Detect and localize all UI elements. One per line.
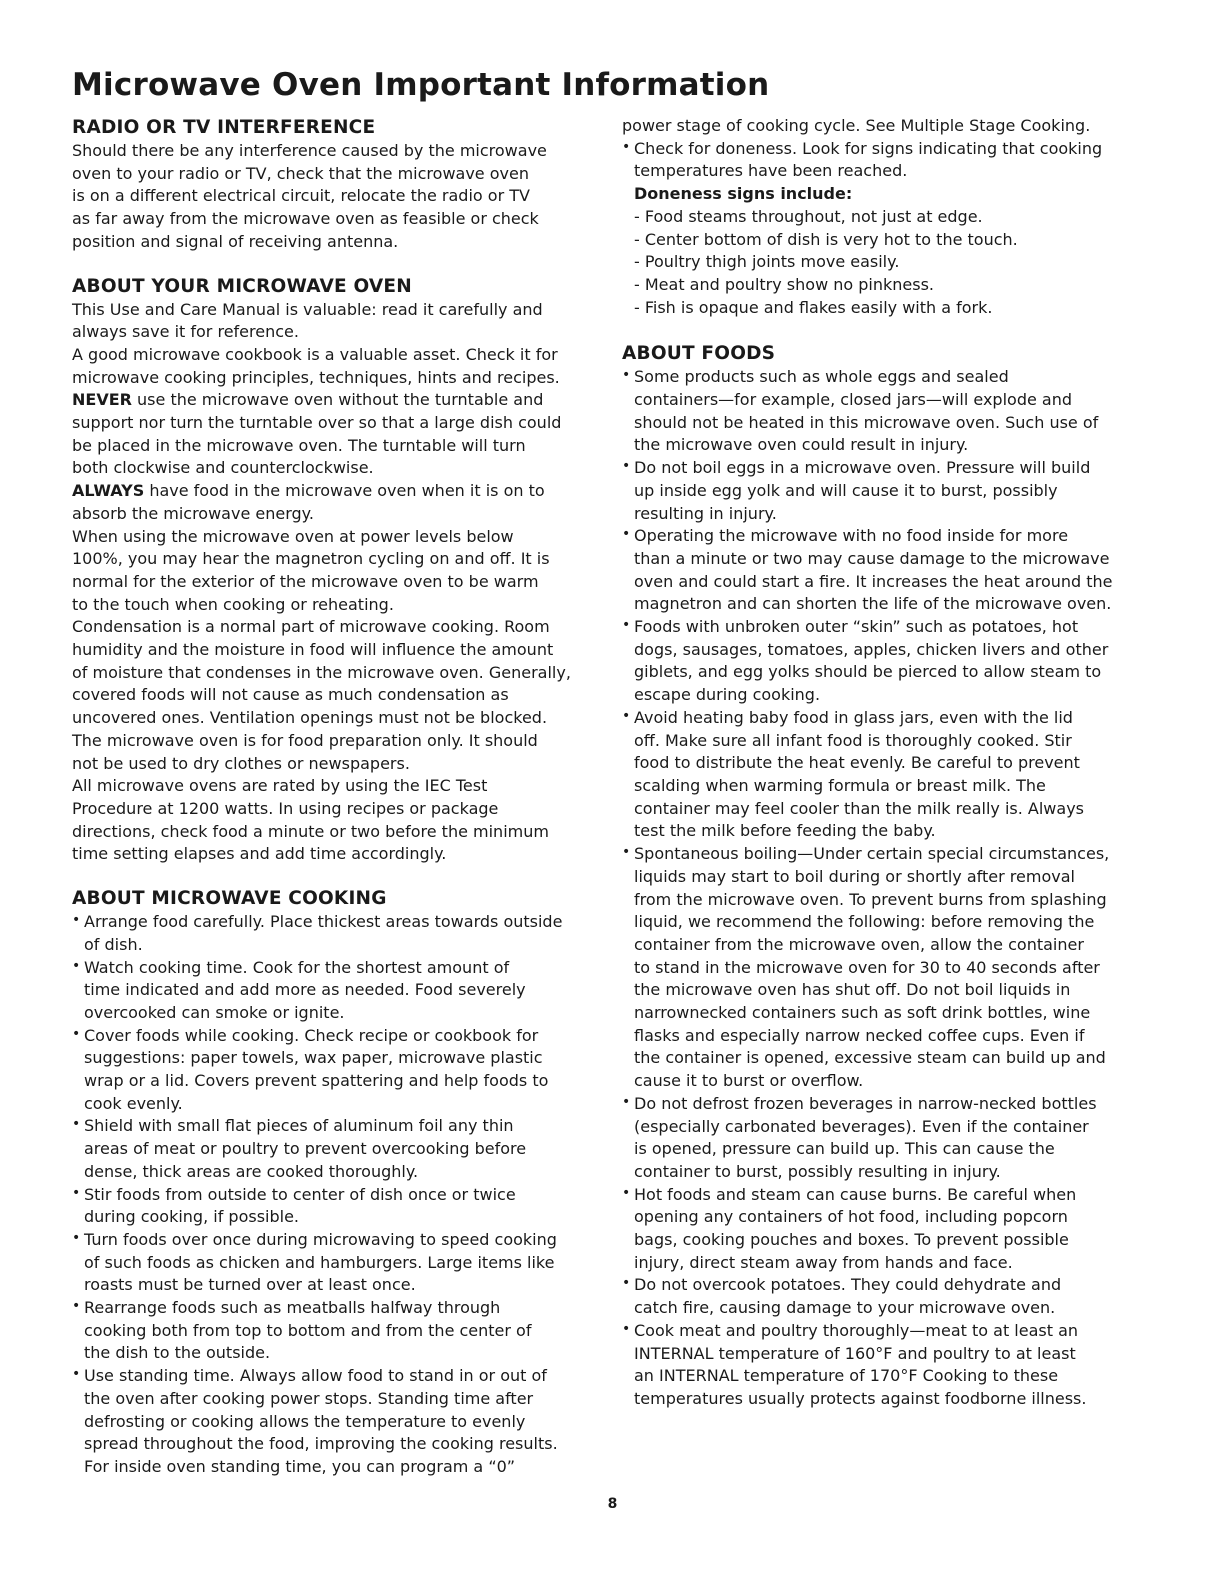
about-oven-heading: ABOUT YOUR MICROWAVE OVEN (72, 275, 412, 297)
bullet-icon: • (72, 1366, 81, 1383)
right-column (622, 115, 1142, 1411)
radio-tv-body (72, 140, 602, 254)
never-paragraph-rest (72, 412, 602, 480)
bullet-line: is opened, pressure can build up. This can cause the (634, 1139, 1055, 1159)
list-item (72, 1365, 602, 1479)
text-line: This Use and Care Manual is valuable: read it carefully and (72, 299, 543, 319)
text-line: always save it for reference. (72, 322, 299, 342)
bullet-text (634, 138, 1142, 183)
bullet-icon: • (72, 957, 81, 974)
bullet-line: the microwave oven has shut off. Do not boil liquids in (634, 980, 1071, 1000)
list-item (72, 957, 602, 1025)
bullet-icon: • (622, 367, 631, 384)
bullet-line: Watch cooking time. Cook for the shortest amount of (84, 957, 510, 977)
text-line: The microwave oven is for food preparation only. It should (72, 730, 538, 750)
bullet-line: up inside egg yolk and will cause it to burst, possibly (634, 480, 1058, 500)
about-cooking-list (72, 911, 602, 1479)
bullet-line: Arrange food carefully. Place thickest areas towards outside (84, 912, 563, 932)
text-line: covered foods will not cause as much condensation as (72, 685, 509, 705)
bullet-line: INTERNAL temperature of 160°F and poultry to at least (634, 1343, 1076, 1363)
bullet-line: of such foods as chicken and hamburgers. Large items like (84, 1252, 555, 1272)
bullet-icon: • (622, 1093, 631, 1110)
list-item (622, 707, 1142, 843)
bullet-line: container from the microwave oven, allow the container (634, 934, 1084, 954)
text-line: of moisture that condenses in the microwave oven. Generally, (72, 662, 571, 682)
bullet-line: Avoid heating baby food in glass jars, even with the lid (634, 707, 1073, 727)
bullet-line: roasts must be turned over at least once. (84, 1275, 416, 1295)
never-lead: NEVER (72, 390, 132, 410)
bullet-line: the dish to the outside. (84, 1343, 271, 1363)
bullet-line: bags, cooking pouches and boxes. To prevent possible (634, 1230, 1069, 1250)
bullet-line: Do not defrost frozen beverages in narrow-necked bottles (634, 1093, 1097, 1113)
bullet-line: escape during cooking. (634, 685, 821, 705)
bullet-line: giblets, and egg yolks should be pierced to allow steam to (634, 662, 1102, 682)
continued-line: power stage of cooking cycle. See Multiple Stage Cooking. (622, 116, 1091, 135)
bullet-line: Use standing time. Always allow food to stand in or out of (84, 1366, 547, 1386)
bullet-line: Foods with unbroken outer “skin” such as potatoes, hot (634, 617, 1079, 637)
about-foods-list (622, 366, 1142, 1410)
list-item (622, 843, 1142, 1093)
text-line: normal for the exterior of the microwave oven to be warm (72, 571, 539, 591)
bullet-line: temperatures usually protects against foodborne illness. (634, 1388, 1087, 1408)
text-line: - Poultry thigh joints move easily. (634, 252, 900, 272)
bullet-line: Cook meat and poultry thoroughly—meat to at least an (634, 1320, 1079, 1340)
text-line: support nor turn the turntable over so that a large dish could (72, 413, 562, 433)
bullet-line: the oven after cooking power stops. Standing time after (84, 1388, 534, 1408)
bullet-line: during cooking, if possible. (84, 1207, 300, 1227)
list-item (622, 1320, 1142, 1411)
always-lead: ALWAYS (72, 481, 145, 501)
bullet-line: For inside oven standing time, you can program a “0” (84, 1456, 516, 1476)
bullet-line: the microwave oven could result in injury. (634, 435, 969, 455)
bullet-line: injury, direct steam away from hands and face. (634, 1252, 1013, 1272)
bullet-line: spread throughout the food, improving the cooking results. (84, 1434, 558, 1454)
never-paragraph-first-line (72, 389, 602, 412)
bullet-line: to stand in the microwave oven for 30 to 40 seconds after (634, 957, 1100, 977)
bullet-icon: • (72, 1025, 81, 1042)
text-line: to the touch when cooking or reheating. (72, 594, 394, 614)
bullet-icon: • (72, 1229, 81, 1246)
text-line: not be used to dry clothes or newspapers. (72, 753, 410, 773)
page-title: Microwave Oven Important Information (72, 67, 770, 103)
bullet-icon: • (72, 1184, 81, 1201)
bullet-line: off. Make sure all infant food is thoroughly cooked. Stir (634, 730, 1072, 750)
bullet-line: resulting in injury. (634, 503, 777, 523)
bullet-line: defrosting or cooking allows the temperature to evenly (84, 1411, 526, 1431)
bullet-line: flasks and especially narrow necked coffee cups. Even if (634, 1025, 1085, 1045)
bullet-line: the container is opened, excessive steam can build up and (634, 1048, 1106, 1068)
text-line: humidity and the moisture in food will influence the amount (72, 640, 554, 660)
text-line: Should there be any interference caused by the microwave (72, 141, 547, 160)
text-line: Procedure at 1200 watts. In using recipes or package (72, 798, 499, 818)
text-line: All microwave ovens are rated by using the IEC Test (72, 776, 488, 796)
bullet-line: Cover foods while cooking. Check recipe or cookbook for (84, 1025, 539, 1045)
bullet-line: Shield with small flat pieces of aluminum foil any thin (84, 1116, 514, 1136)
doneness-title: Doneness signs include: (634, 184, 853, 204)
bullet-icon: • (622, 617, 631, 634)
text-line: A good microwave cookbook is a valuable asset. Check it for (72, 344, 558, 364)
always-text: have food in the microwave oven when it is on to (144, 481, 545, 501)
bullet-line: magnetron and can shorten the life of the microwave oven. (634, 594, 1112, 614)
bullet-line: (especially carbonated beverages). Even if the container (634, 1116, 1089, 1136)
bullet-line: cook evenly. (84, 1093, 183, 1113)
bullet-line: cause it to burst or overflow. (634, 1071, 864, 1091)
text-line: position and signal of receiving antenna. (72, 231, 399, 251)
bullet-line: dogs, sausages, tomatoes, apples, chicken livers and other (634, 639, 1109, 659)
text-line: absorb the microwave energy. (72, 503, 314, 523)
bullet-icon: • (622, 1320, 631, 1337)
bullet-line: Some products such as whole eggs and sealed (634, 367, 1009, 387)
text-line: Check for doneness. Look for signs indicating that cooking (634, 138, 1103, 158)
bullet-line: than a minute or two may cause damage to the microwave (634, 548, 1110, 568)
list-item (622, 1093, 1142, 1184)
text-line: - Food steams throughout, not just at edge. (634, 206, 983, 226)
about-cooking-heading: ABOUT MICROWAVE COOKING (72, 888, 387, 910)
bullet-icon: • (622, 1184, 631, 1201)
bullet-line: container to burst, possibly resulting in injury. (634, 1161, 1001, 1181)
page-number: 8 (607, 1496, 618, 1512)
list-item (72, 1115, 602, 1183)
bullet-line: liquid, we recommend the following: before removing the (634, 912, 1095, 932)
bullet-icon: • (622, 458, 631, 475)
always-paragraph-first-line (72, 480, 602, 503)
bullet-icon: • (72, 1298, 81, 1315)
bullet-line: areas of meat or poultry to prevent overcooking before (84, 1139, 527, 1159)
list-item (622, 138, 1142, 183)
bullet-line: scalding when warming formula or breast milk. The (634, 775, 1046, 795)
never-text: use the microwave oven without the turntable and (131, 390, 544, 410)
text-line: Condensation is a normal part of microwave cooking. Room (72, 617, 550, 637)
text-line: 100%, you may hear the magnetron cycling on and off. It is (72, 549, 550, 569)
list-item (72, 1025, 602, 1116)
list-item (622, 1274, 1142, 1319)
bullet-line: food to distribute the heat evenly. Be careful to prevent (634, 753, 1080, 773)
bullet-line: Do not boil eggs in a microwave oven. Pressure will build (634, 458, 1091, 478)
bullet-icon: • (622, 1275, 631, 1292)
bullet-line: Hot foods and steam can cause burns. Be careful when (634, 1184, 1077, 1204)
bullet-line: Rearrange foods such as meatballs halfway through (84, 1298, 501, 1318)
text-line: be placed in the microwave oven. The turntable will turn (72, 435, 526, 455)
doneness-items (622, 206, 1142, 320)
bullet-line: narrownecked containers such as soft drink bottles, wine (634, 1003, 1091, 1023)
text-line: - Meat and poultry show no pinkness. (634, 274, 934, 294)
list-item (622, 525, 1142, 616)
bullet-icon: • (622, 707, 631, 724)
list-item (622, 457, 1142, 525)
bullet-line: time indicated and add more as needed. Food severely (84, 980, 526, 1000)
bullet-line: Operating the microwave with no food inside for more (634, 526, 1069, 546)
text-line: uncovered ones. Ventilation openings must not be blocked. (72, 708, 548, 728)
bullet-line: test the milk before feeding the baby. (634, 821, 936, 841)
text-line: oven to your radio or TV, check that the microwave oven (72, 163, 529, 183)
bullet-line: dense, thick areas are cooked thoroughly. (84, 1161, 419, 1181)
bullet-icon: • (72, 912, 81, 929)
always-paragraph-rest (72, 503, 602, 866)
radio-tv-heading: RADIO OR TV INTERFERENCE (72, 117, 376, 138)
list-item (72, 911, 602, 956)
bullet-line: Stir foods from outside to center of dish once or twice (84, 1184, 516, 1204)
bullet-line: cooking both from top to bottom and from the center of (84, 1320, 532, 1340)
text-line: time setting elapses and add time accordingly. (72, 844, 447, 864)
bullet-line: Spontaneous boiling—Under certain special circumstances, (634, 844, 1110, 864)
bullet-icon: • (622, 526, 631, 543)
bullet-line: container may feel cooler than the milk really is. Always (634, 798, 1084, 818)
text-line: - Center bottom of dish is very hot to the touch. (634, 229, 1018, 249)
bullet-line: opening any containers of hot food, including popcorn (634, 1207, 1068, 1227)
bullet-icon: • (72, 1116, 81, 1133)
about-oven-intro (72, 299, 602, 390)
bullet-line: containers—for example, closed jars—will explode and (634, 390, 1073, 410)
about-foods-heading: ABOUT FOODS (622, 343, 776, 365)
text-line: directions, check food a minute or two before the minimum (72, 821, 549, 841)
list-item (72, 1184, 602, 1229)
bullet-line: Turn foods over once during microwaving to speed cooking (84, 1229, 557, 1249)
list-item (72, 1297, 602, 1365)
bullet-line: liquids may start to boil during or shortly after removal (634, 866, 1075, 886)
text-line: is on a different electrical circuit, relocate the radio or TV (72, 186, 530, 206)
list-item (622, 1184, 1142, 1275)
bullet-line: suggestions: paper towels, wax paper, microwave plastic (84, 1048, 543, 1068)
list-item (72, 1229, 602, 1297)
list-item (622, 616, 1142, 707)
bullet-line: catch fire, causing damage to your microwave oven. (634, 1298, 1056, 1318)
left-column (72, 115, 602, 1479)
text-line: When using the microwave oven at power levels below (72, 526, 514, 546)
bullet-line: oven and could start a fire. It increases the heat around the (634, 571, 1113, 591)
text-line: as far away from the microwave oven as feasible or check (72, 209, 539, 229)
bullet-line: from the microwave oven. To prevent burns from splashing (634, 889, 1107, 909)
text-line: both clockwise and counterclockwise. (72, 458, 374, 478)
bullet-line: an INTERNAL temperature of 170°F Cooking to these (634, 1366, 1059, 1386)
bullet-line: overcooked can smoke or ignite. (84, 1002, 345, 1022)
text-line: - Fish is opaque and flakes easily with a fork. (634, 297, 993, 317)
bullet-icon: • (622, 844, 631, 861)
doneness-check-list (622, 138, 1142, 183)
bullet-icon: • (622, 138, 631, 155)
text-line: temperatures have been reached. (634, 161, 908, 181)
bullet-line: Do not overcook potatoes. They could dehydrate and (634, 1275, 1062, 1295)
bullet-line: wrap or a lid. Covers prevent spattering and help foods to (84, 1071, 549, 1091)
text-line: microwave cooking principles, techniques, hints and recipes. (72, 367, 560, 387)
bullet-line: of dish. (84, 934, 143, 954)
bullet-line: should not be heated in this microwave oven. Such use of (634, 412, 1099, 432)
list-item (622, 366, 1142, 457)
